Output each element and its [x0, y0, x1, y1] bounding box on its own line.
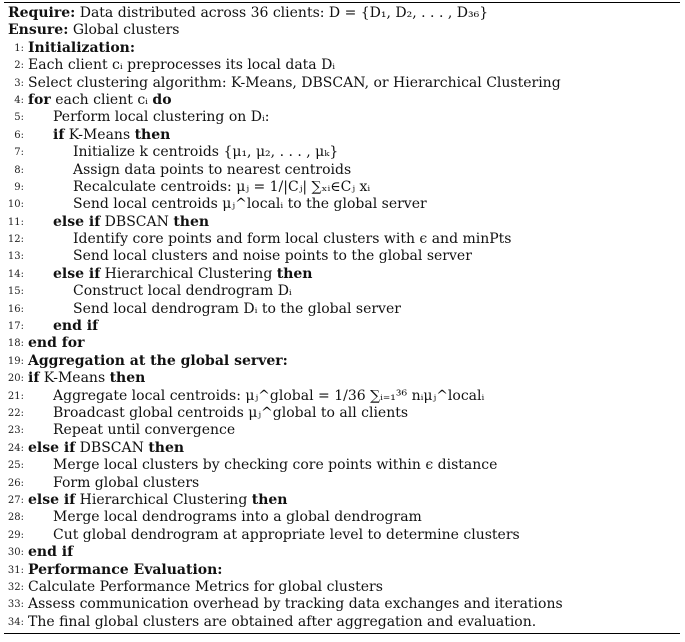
line-number: 34: [7, 616, 24, 628]
keyword: do [152, 91, 172, 108]
line-text [28, 353, 288, 370]
line-number: 22: [7, 407, 24, 419]
line-number: 25: [7, 460, 24, 472]
line-text [53, 527, 520, 544]
algorithm-line [4, 527, 680, 544]
line-number: 5: [14, 112, 24, 124]
line-number: 24: [7, 442, 24, 454]
statement-text: Initialize k centroids {μ₁, μ₂, . . . , μₖ} [73, 144, 339, 161]
line-number: 11: [7, 216, 24, 228]
statement-text: Calculate Performance Metrics for global clusters [28, 578, 383, 595]
keyword: then [276, 265, 313, 282]
line-text [73, 144, 338, 161]
line-number: 23: [7, 425, 24, 437]
line-number: 30: [7, 547, 24, 559]
keyword: else if [53, 265, 101, 282]
keyword: if [53, 126, 65, 143]
line-text [53, 405, 408, 422]
line-number: 8: [14, 164, 24, 176]
statement-text: K-Means [64, 126, 135, 143]
statement-text: Send local dendrogram Dᵢ to the global server [73, 300, 401, 317]
line-text [73, 162, 351, 179]
algorithm-line [4, 92, 680, 109]
line-text [28, 596, 563, 613]
algorithm-line [4, 596, 680, 613]
statement-text: Perform local clustering on Dᵢ: [53, 109, 270, 126]
line-text [73, 248, 472, 265]
statement-text: The final global clusters are obtained after aggregation and evaluation. [28, 613, 537, 630]
line-number: 4: [14, 94, 24, 106]
algorithm-line [4, 109, 680, 126]
keyword: end if [53, 318, 99, 335]
statement-text: Identify core points and form local clusters with ϵ and minPts [73, 231, 512, 248]
algorithm-line [4, 509, 680, 526]
line-number: 7: [14, 147, 24, 159]
algorithm-line [4, 283, 680, 300]
ensure-line [4, 22, 680, 39]
keyword: end if [28, 544, 74, 561]
algorithm-line [4, 144, 680, 161]
line-text [73, 179, 370, 196]
keyword: then [109, 370, 146, 387]
keyword: else if [53, 213, 101, 230]
line-text [53, 318, 98, 335]
statement-text: Hierarchical Clustering [100, 265, 277, 282]
statement-text: Hierarchical Clustering [75, 491, 252, 508]
line-number: 3: [14, 77, 24, 89]
line-text [73, 283, 292, 300]
line-text [28, 562, 222, 579]
keyword: then [173, 213, 210, 230]
require-text: Data distributed across 36 clients: D = {D₁, D₂, . . . , D₃₆} [79, 5, 489, 21]
line-number: 16: [7, 303, 24, 315]
algorithm-line [4, 353, 680, 370]
line-text [28, 370, 145, 387]
algorithm-line [4, 388, 680, 405]
algorithm-line [4, 562, 680, 579]
keyword: Performance Evaluation: [28, 561, 223, 578]
statement-text: Merge local dendrograms into a global dendrogram [53, 509, 422, 526]
statement-text: Broadcast global centroids μⱼ^global to all clients [53, 404, 409, 421]
line-number: 27: [7, 494, 24, 506]
algorithm-line [4, 457, 680, 474]
algorithm-line [4, 475, 680, 492]
line-text [28, 579, 383, 596]
statement-text: Send local centroids μⱼ^localᵢ to the global server [73, 196, 427, 213]
statement-text: Assess communication overhead by tracking data exchanges and iterations [28, 596, 563, 613]
line-text [28, 544, 73, 561]
statement-text: Form global clusters [53, 474, 200, 491]
line-number: 17: [7, 321, 24, 333]
line-text [53, 109, 270, 126]
algorithm-line [4, 57, 680, 74]
keyword: else if [28, 491, 76, 508]
statement-text: Cut global dendrogram at appropriate level to determine clusters [53, 526, 520, 543]
line-text [28, 614, 536, 631]
algorithm-line [4, 40, 680, 57]
ensure-keyword: Ensure: [8, 22, 69, 39]
algorithm-line [4, 231, 680, 248]
line-text [28, 492, 287, 509]
require-keyword: Require: [8, 5, 76, 21]
line-text [53, 422, 235, 439]
line-text [73, 301, 401, 318]
statement-text: DBSCAN [100, 213, 174, 230]
line-text [53, 475, 199, 492]
algorithm-line [4, 318, 680, 335]
algorithm-line [4, 248, 680, 265]
algorithm-line [4, 492, 680, 509]
line-number: 10: [7, 199, 24, 211]
line-number: 28: [7, 512, 24, 524]
keyword: then [134, 126, 171, 143]
line-number: 9: [14, 181, 24, 193]
statement-text: Each client cᵢ preprocesses its local data Dᵢ [28, 57, 336, 74]
line-text [28, 440, 184, 457]
statement-text: K-Means [39, 370, 110, 387]
keyword: then [148, 439, 185, 456]
algorithm-line [4, 196, 680, 213]
line-text [53, 214, 209, 231]
line-text [28, 57, 335, 74]
statement-text: Repeat until convergence [53, 422, 236, 439]
line-number: 19: [7, 355, 24, 367]
ensure-text: Global clusters [72, 22, 180, 39]
line-number: 1: [14, 42, 24, 54]
algorithm-line [4, 75, 680, 92]
line-text [28, 335, 85, 352]
line-number: 14: [7, 268, 24, 280]
statement-text: each client cᵢ [50, 91, 153, 108]
keyword: else if [28, 439, 76, 456]
line-text [53, 509, 422, 526]
line-number: 12: [7, 234, 24, 246]
algorithm-line [4, 422, 680, 439]
statement-text: Construct local dendrogram Dᵢ [73, 283, 292, 300]
line-number: 13: [7, 251, 24, 263]
algorithm-line [4, 335, 680, 352]
line-number: 26: [7, 477, 24, 489]
line-number: 32: [7, 581, 24, 593]
algorithm-line [4, 301, 680, 318]
algorithm-block [4, 2, 680, 634]
algorithm-line [4, 179, 680, 196]
algorithm-line [4, 614, 680, 631]
statement-text: Assign data points to nearest centroids [73, 161, 352, 178]
keyword: if [28, 370, 40, 387]
algorithm-line [4, 579, 680, 596]
statement-text: Send local clusters and noise points to the global server [73, 248, 472, 265]
keyword: then [251, 491, 288, 508]
algorithm-line [4, 370, 680, 387]
line-text [73, 196, 427, 213]
line-text [53, 266, 312, 283]
line-number: 33: [7, 599, 24, 611]
line-text [53, 457, 497, 474]
line-number: 2: [14, 60, 24, 72]
statement-text: Recalculate centroids: μⱼ = 1/|Cⱼ| ∑ₓᵢ∈Cⱼ xᵢ [73, 178, 371, 195]
algorithm-line [4, 266, 680, 283]
statement-text: Select clustering algorithm: K-Means, DBSCAN, or Hierarchical Clustering [28, 74, 561, 91]
algorithm-line [4, 544, 680, 561]
keyword: for [28, 91, 51, 108]
algorithm-line [4, 127, 680, 144]
line-number: 31: [7, 564, 24, 576]
statement-text: Merge local clusters by checking core points within ϵ distance [53, 457, 498, 474]
line-number: 15: [7, 286, 24, 298]
line-text [73, 231, 511, 248]
line-number: 6: [14, 129, 24, 141]
algorithm-line [4, 440, 680, 457]
line-text [28, 75, 561, 92]
algorithm-line [4, 214, 680, 231]
line-number: 29: [7, 529, 24, 541]
require-line [4, 5, 680, 22]
keyword: Aggregation at the global server: [28, 352, 288, 369]
statement-text: DBSCAN [75, 439, 149, 456]
keyword: Initialization: [28, 39, 136, 56]
line-text [53, 127, 170, 144]
line-text [53, 388, 484, 405]
line-number: 18: [7, 338, 24, 350]
line-number: 20: [7, 373, 24, 385]
algorithm-line [4, 405, 680, 422]
algorithm-line [4, 162, 680, 179]
keyword: end for [28, 335, 85, 352]
line-number: 21: [7, 390, 24, 402]
line-text [28, 40, 135, 57]
line-text [28, 92, 172, 109]
algorithm-lines [4, 40, 680, 631]
statement-text: Aggregate local centroids: μⱼ^global = 1/36 ∑ᵢ₌₁³⁶ nᵢμⱼ^localᵢ [53, 387, 485, 404]
